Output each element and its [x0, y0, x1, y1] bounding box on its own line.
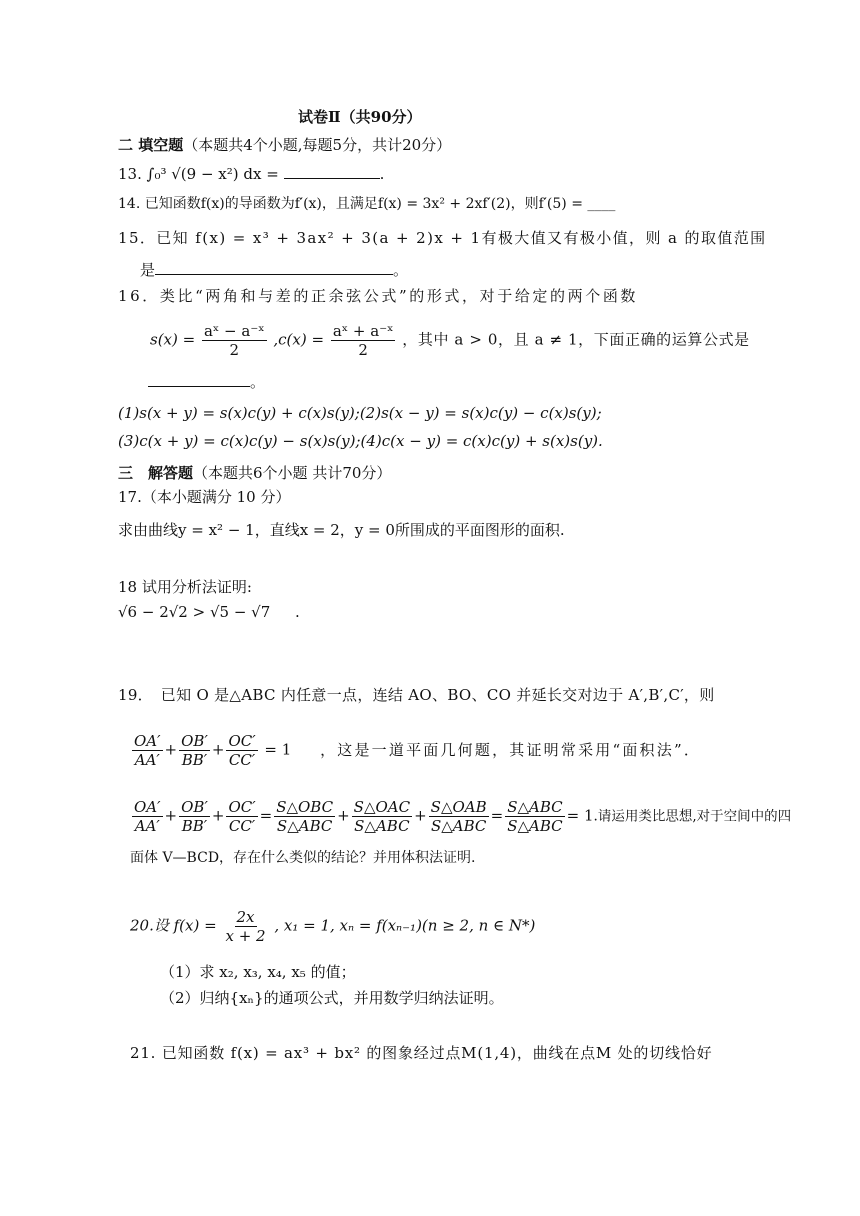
question-14: 14. 已知函数f(x)的导函数为f′(x)，且满足f(x) = 3x² + 2xf′(2)，则f′(5) = ____ — [118, 196, 616, 212]
section-3-header — [118, 463, 391, 483]
area-obc — [274, 798, 335, 835]
s-fraction — [202, 322, 267, 359]
q19-eq2: = 1 — [566, 806, 594, 825]
aa-den: AA′ — [134, 751, 160, 769]
s-abc-1: S△ABC — [276, 817, 333, 835]
q16-answer-blank[interactable] — [148, 372, 250, 387]
q20-denominator: x + 2 — [225, 927, 266, 945]
question-20-part1: （1）求 x₂, x₃, x₄, x₅ 的值； — [160, 963, 356, 981]
c-function-lhs: ,c(x) = — [273, 330, 325, 349]
oa-num: OA′ — [134, 732, 161, 750]
q15-word: 是 — [140, 261, 156, 279]
q18-inequality: √6 − 2√2 > √5 − √7 — [118, 603, 271, 621]
area-oab — [429, 798, 489, 835]
question-16-formulas-2: (3)c(x + y) = c(x)c(y) − s(x)s(y);(4)c(x − y) = c(x)c(y) + s(x)s(y). — [118, 432, 603, 450]
q16-end: 。 — [250, 373, 266, 391]
question-16-definitions — [150, 322, 750, 359]
q15-answer-blank[interactable] — [155, 260, 393, 275]
question-13 — [118, 164, 384, 184]
paper-title: 试卷Ⅱ（共90分） — [298, 108, 422, 126]
question-18-head: 18 试用分析法证明: — [118, 578, 252, 596]
question-18-expression — [118, 602, 300, 622]
s-obc: S△OBC — [276, 798, 334, 816]
section-3-note: （本题共6个小题 共计70分） — [193, 464, 392, 482]
question-16-line1: 16．类比“两角和与差的正余弦公式”的形式，对于给定的两个函数 — [118, 287, 639, 305]
s-function-lhs: s(x) = — [150, 330, 196, 349]
q20-lhs: 20.设 f(x) = — [130, 916, 217, 935]
q19-line3: .请运用类比思想,对于空间中的四 — [593, 808, 792, 825]
q19-eq1: = 1 — [264, 740, 292, 759]
question-20-definition — [130, 908, 535, 945]
question-21: 21. 已知函数 f(x) = ax³ + bx² 的图象经过点M(1,4)，曲线在点M 处的切线恰好 — [130, 1044, 713, 1062]
q20-fraction — [223, 908, 267, 945]
question-16-formulas-1: (1)s(x + y) = s(x)c(y) + c(x)s(y);(2)s(x − y) = s(x)c(y) − c(x)s(y); — [118, 404, 602, 422]
question-19-area-line: $\frac{OA'}{AA'}$ + $\frac{OB'}{BB'}$ + $\frac{OC'}{CC'}$ = $\frac{\text{S△OBC}}{\text{S△ABC}}$ + $\frac{\text{S△OAC}}{\text{S△ABC}}$ + $\frac{\text{S△OAB}}{\text{S△ABC}}$ = $\frac{\text{S△ABC}}{\text{S△ABC}}$ = 1.请运用类比思想,对于空间中的四 — [134, 798, 792, 835]
q16-condition: ，其中 a > 0，且 a ≠ 1，下面正确的运算公式是 — [402, 330, 750, 349]
ratio-ob — [179, 732, 210, 769]
section-2-heading: 二 填空题 — [118, 136, 184, 154]
oc-num: OC′ — [228, 732, 256, 750]
ratio-oa-2 — [132, 798, 163, 835]
question-15-line1: 15．已知 f(x) = x³ + 3ax² + 3(a + 2)x + 1有极大值又有极小值，则 a 的取值范围 — [118, 229, 767, 247]
question-19-ratio-line: $\frac{OA'}{AA'}$ + $\frac{OB'}{BB'}$ + $\frac{OC'}{CC'}$ = 1 ，这是一道平面几何题，其证明常采用“面积法”． — [134, 732, 702, 769]
q13-number: 13. — [118, 165, 142, 183]
ob-num: OB′ — [181, 732, 208, 750]
q13-answer-blank[interactable] — [284, 164, 380, 179]
q20-rest: , x₁ = 1, xₙ = f(xₙ₋₁)(n ≥ 2, n ∈ N*) — [274, 916, 536, 935]
s-abc-3: S△ABC — [430, 817, 487, 835]
question-15-line2 — [140, 260, 408, 280]
bb-den: BB′ — [181, 751, 208, 769]
oa-num-2: OA′ — [134, 798, 161, 816]
cc-den: CC′ — [228, 751, 256, 769]
s-abc-2: S△ABC — [354, 817, 410, 835]
section-3-heading: 三 解答题 — [118, 464, 194, 482]
ob-num-2: OB′ — [181, 798, 208, 816]
s-abc-5: S△ABC — [507, 817, 563, 835]
area-abc — [505, 798, 564, 835]
section-2-note: （本题共4个小题,每题5分，共计20分） — [183, 136, 452, 154]
ratio-oc-2 — [226, 798, 257, 835]
q19-line2: ，这是一道平面几何题，其证明常采用“面积法”． — [320, 740, 702, 759]
question-17-head: 17.（本小题满分 10 分） — [118, 488, 291, 506]
q13-end: . — [379, 165, 385, 183]
q13-expression: ∫₀³ √(9 − x²) dx = — [146, 165, 279, 183]
s-oab: S△OAB — [430, 798, 487, 816]
area-oac — [352, 798, 412, 835]
bb-den-2: BB′ — [181, 817, 208, 835]
s-numerator: aˣ − a⁻ˣ — [203, 322, 265, 340]
section-2-header — [118, 135, 451, 155]
aa-den-2: AA′ — [134, 817, 160, 835]
question-20-part2: （2）归纳{xₙ}的通项公式，并用数学归纳法证明。 — [160, 989, 504, 1007]
s-abc-4: S△ABC — [507, 798, 563, 816]
q15-end: 。 — [393, 261, 409, 279]
question-16-blank-line — [148, 372, 265, 392]
question-17-body: 求由曲线y = x² − 1，直线x = 2，y = 0所围成的平面图形的面积. — [118, 521, 565, 539]
ratio-oc — [226, 732, 257, 769]
ratio-ob-2 — [179, 798, 210, 835]
c-numerator: aˣ + a⁻ˣ — [332, 322, 394, 340]
oc-num-2: OC′ — [228, 798, 256, 816]
s-denominator: 2 — [229, 341, 240, 359]
q18-end: . — [295, 603, 300, 621]
question-19-line1: 19． 已知 O 是△ABC 内任意一点，连结 AO、BO、CO 并延长交对边于 A′,B′,C′，则 — [118, 686, 715, 704]
question-19-line4: 面体 V—BCD，存在什么类似的结论？并用体积法证明. — [130, 850, 476, 866]
cc-den-2: CC′ — [228, 817, 256, 835]
c-fraction — [331, 322, 396, 359]
s-oac: S△OAC — [353, 798, 411, 816]
c-denominator: 2 — [358, 341, 368, 359]
ratio-oa — [132, 732, 163, 769]
q20-numerator: 2x — [236, 908, 255, 926]
